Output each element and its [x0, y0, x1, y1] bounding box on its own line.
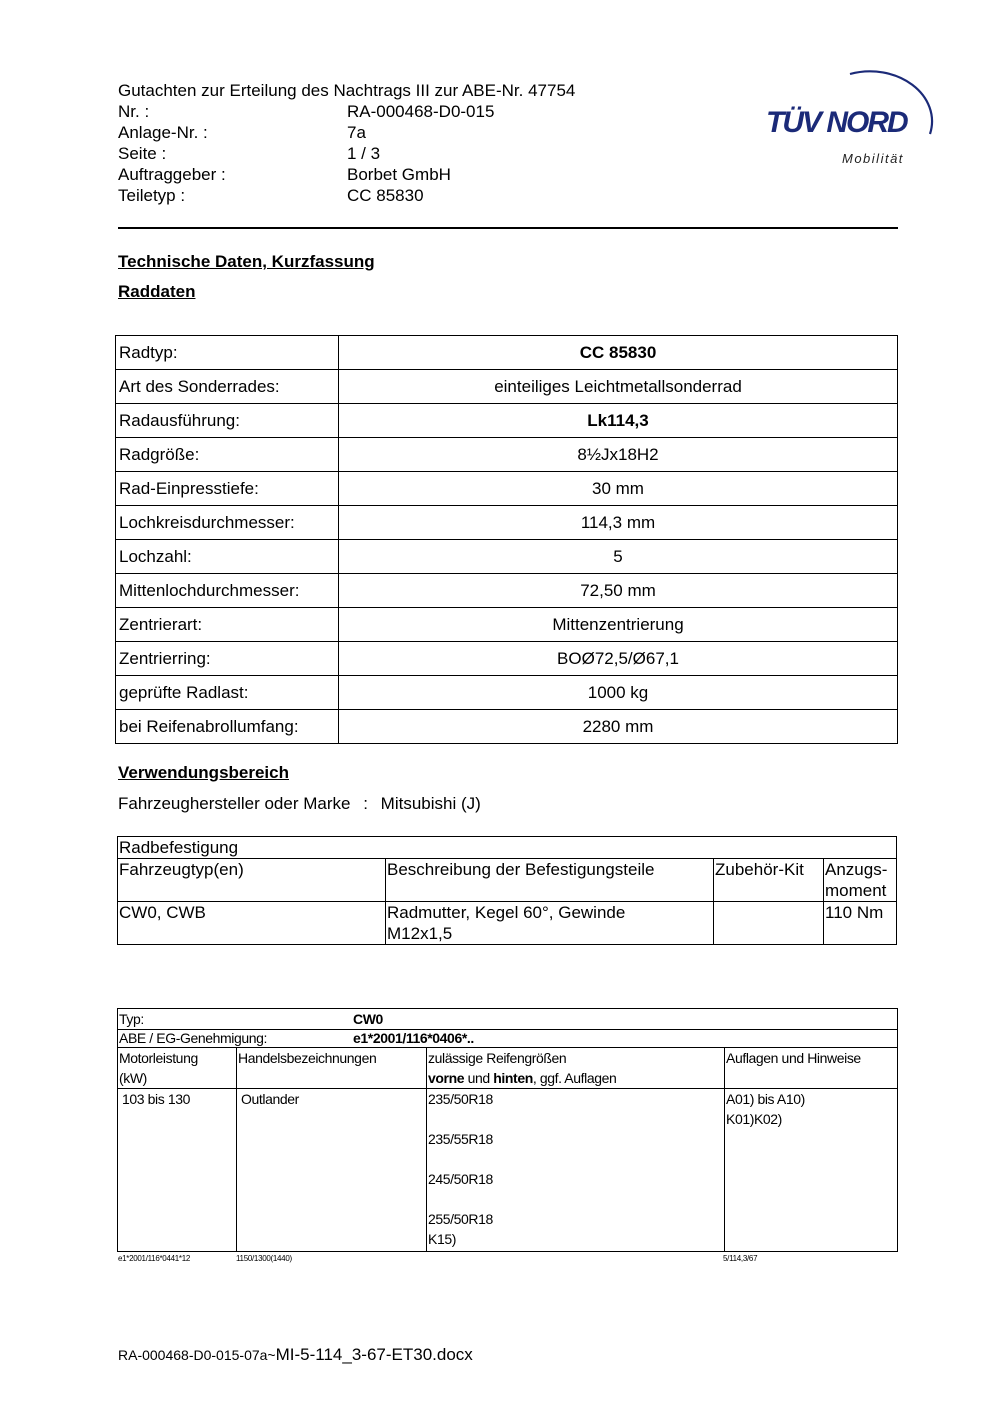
radbefestigung-table: [117, 836, 897, 945]
row-label: Art des Sonderrades:: [116, 370, 339, 404]
tire-size: 235/55R18: [428, 1131, 493, 1147]
typ-label: Typ:: [119, 1011, 144, 1027]
header-row-nr: [118, 101, 575, 122]
col-motorleistung-line2: (kW): [119, 1070, 147, 1086]
row-label: bei Reifenabrollumfang:: [116, 710, 339, 744]
row-label: Zentrierart:: [116, 608, 339, 642]
header-label: Anlage-Nr. :: [118, 123, 208, 142]
tire-size: 255/50R18: [428, 1211, 493, 1227]
table-row: [116, 676, 898, 710]
cell-handelsbezeichnung: Outlander: [237, 1089, 427, 1252]
row-label: Lochzahl:: [116, 540, 339, 574]
cell-beschreibung-line2: M12x1,5: [387, 924, 453, 943]
col-reifengroessen: [427, 1048, 725, 1089]
small-note-genehmigung: e1*2001/116*0441*12: [118, 1254, 191, 1263]
col-zubehoer-kit: Zubehör-Kit: [714, 859, 824, 902]
row-value: 114,3 mm: [339, 506, 898, 540]
table-row: [116, 574, 898, 608]
row-value: BOØ72,5/Ø67,1: [339, 642, 898, 676]
table-row: [118, 902, 897, 945]
table-row: [118, 837, 897, 859]
header-label: Auftraggeber :: [118, 165, 226, 184]
table-row: [116, 506, 898, 540]
row-value: 1000 kg: [339, 676, 898, 710]
row-value: CC 85830: [339, 336, 898, 370]
row-label: geprüfte Radlast:: [116, 676, 339, 710]
auflagen-label: , ggf. Auflagen: [532, 1070, 617, 1086]
logo-brand: TÜV NORD: [766, 106, 907, 139]
logo-subtitle: Mobilität: [842, 151, 904, 166]
row-label: Rad-Einpresstiefe:: [116, 472, 339, 506]
table-row: [118, 1009, 898, 1030]
row-value: Mittenzentrierung: [339, 608, 898, 642]
befestigung-title: Radbefestigung: [118, 837, 897, 859]
section-verwendungsbereich: Verwendungsbereich: [118, 763, 289, 782]
footer-prefix: RA-000468-D0-015-07a~: [118, 1347, 276, 1363]
fahrzeughersteller: [118, 794, 481, 814]
row-label: Mittenlochdurchmesser:: [116, 574, 339, 608]
section-raddaten: Raddaten: [118, 282, 196, 301]
hersteller-value: Mitsubishi (J): [380, 794, 481, 813]
header-label: Seite :: [118, 144, 167, 163]
header-row-seite: [118, 143, 575, 164]
hinten-label: hinten: [493, 1070, 533, 1086]
vorne-label: vorne: [428, 1070, 465, 1086]
table-row: [116, 710, 898, 744]
table-row: [118, 1089, 898, 1252]
header-label: Teiletyp :: [118, 186, 186, 205]
row-label: Radausführung:: [116, 404, 339, 438]
typ-value: CW0: [353, 1011, 383, 1027]
cell-reifengroessen: [427, 1089, 725, 1252]
cell-zubehoer-kit: [714, 902, 824, 945]
header-row-anlage: [118, 122, 575, 143]
header-value: Borbet GmbH: [347, 165, 451, 184]
cell-beschreibung-line1: Radmutter, Kegel 60°, Gewinde: [387, 903, 626, 922]
header-value: CC 85830: [347, 186, 424, 205]
table-row: [116, 540, 898, 574]
header-row-teiletyp: [118, 185, 575, 206]
row-value: 8½Jx18H2: [339, 438, 898, 472]
table-row: [116, 370, 898, 404]
tire-extra: K15): [428, 1231, 456, 1247]
abe-label: ABE / EG-Genehmigung:: [119, 1030, 268, 1046]
col-motorleistung-line1: Motorleistung: [119, 1050, 198, 1066]
col-anzugsmoment-line2: moment: [825, 881, 887, 900]
row-value: einteiliges Leichtmetallsonderrad: [339, 370, 898, 404]
abe-row: [118, 1030, 898, 1048]
row-label: Radtyp:: [116, 336, 339, 370]
header-value: 1 / 3: [347, 144, 381, 163]
col-handelsbezeichnungen: Handelsbezeichnungen: [237, 1048, 427, 1089]
table-row: [116, 438, 898, 472]
cell-anzugsmoment: 110 Nm: [824, 902, 897, 945]
row-value: Lk114,3: [339, 404, 898, 438]
row-value: 2280 mm: [339, 710, 898, 744]
col-reifengroessen-line1: zulässige Reifengrößen: [428, 1050, 567, 1066]
table-header-row: [118, 1048, 898, 1089]
tuv-nord-logo: [762, 56, 942, 176]
document-footer: [118, 1345, 473, 1365]
row-label: Radgröße:: [116, 438, 339, 472]
hinweise-line2: K01)K02): [726, 1111, 782, 1127]
col-beschreibung: Beschreibung der Befestigungsteile: [386, 859, 714, 902]
cell-beschreibung: [386, 902, 714, 945]
col-motorleistung: [118, 1048, 237, 1089]
typ-row: [118, 1009, 898, 1030]
header-value: 7a: [347, 123, 366, 142]
table-header-row: [118, 859, 897, 902]
col-auflagen-hinweise: Auflagen und Hinweise: [725, 1048, 898, 1089]
abe-value: e1*2001/116*0406*..: [353, 1030, 474, 1046]
row-value: 30 mm: [339, 472, 898, 506]
cell-motorleistung: 103 bis 130: [118, 1089, 237, 1252]
row-label: Lochkreisdurchmesser:: [116, 506, 339, 540]
col-anzugsmoment-line1: Anzugs-: [825, 860, 888, 879]
row-label: Zentrierring:: [116, 642, 339, 676]
table-row: [116, 472, 898, 506]
small-note-achslast: 1150/1300(1440): [236, 1254, 292, 1263]
document-title: Gutachten zur Erteilung des Nachtrags III zur ABE-Nr. 47754: [118, 81, 576, 100]
cell-auflagen-hinweise: [725, 1089, 898, 1252]
row-value: 72,50 mm: [339, 574, 898, 608]
hinweise-line1: A01) bis A10): [726, 1091, 805, 1107]
footer-filename: MI-5-114_3-67-ET30.docx: [275, 1345, 473, 1364]
tire-size: 235/50R18: [428, 1091, 493, 1107]
document-header: [118, 80, 575, 206]
header-divider: [118, 227, 898, 229]
hersteller-label: Fahrzeughersteller oder Marke: [118, 794, 351, 813]
small-note-lochkreis: 5/114,3/67: [723, 1254, 758, 1263]
col-anzugsmoment: [824, 859, 897, 902]
row-value: 5: [339, 540, 898, 574]
und-label: und: [464, 1070, 494, 1086]
raddaten-table: [115, 335, 898, 744]
table-row: [116, 336, 898, 370]
table-row: [116, 642, 898, 676]
cell-fahrzeugtyp: CW0, CWB: [118, 902, 386, 945]
header-label: Nr. :: [118, 102, 150, 121]
typ-table: [117, 1008, 898, 1252]
section-technische-daten: Technische Daten, Kurzfassung: [118, 252, 375, 271]
table-row: [116, 608, 898, 642]
hersteller-separator: :: [363, 794, 368, 813]
table-row: [118, 1030, 898, 1048]
tire-size: 245/50R18: [428, 1171, 493, 1187]
col-fahrzeugtyp: Fahrzeugtyp(en): [118, 859, 386, 902]
header-row-auftraggeber: [118, 164, 575, 185]
table-row: [116, 404, 898, 438]
col-reifengroessen-line2: [428, 1068, 723, 1088]
header-value: RA-000468-D0-015: [347, 102, 495, 121]
